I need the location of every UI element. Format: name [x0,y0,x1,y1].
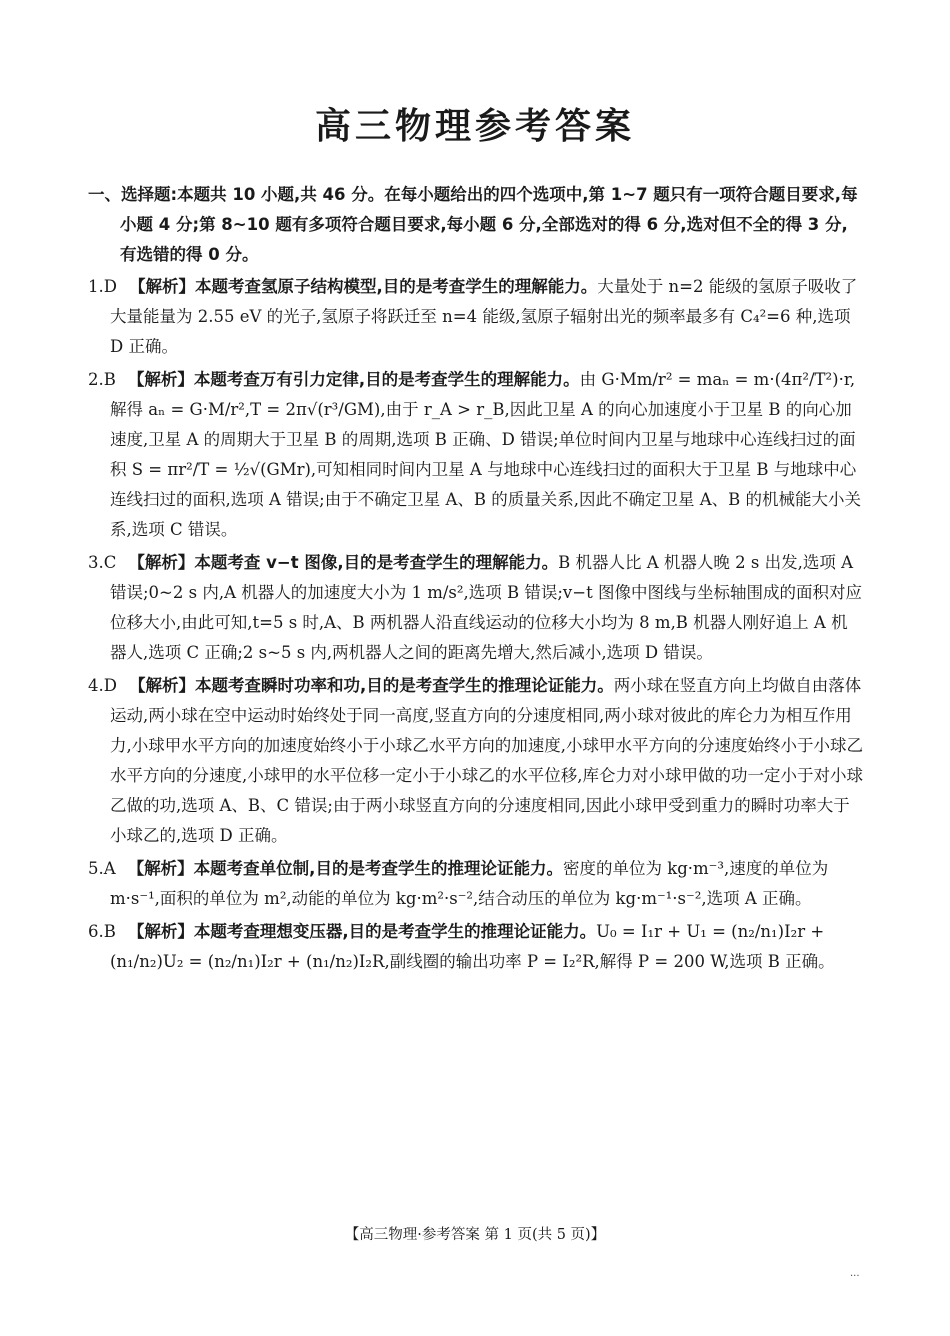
section-number: 一、 [88,185,121,204]
question-6 [88,917,864,977]
question-body: 大量处于 n=2 能级的氢原子吸收了大量能量为 2.55 eV 的光子,氢原子将跃迁至 n=4 能级,氢原子辐射出光的频率最多有 C₄²=6 种,选项 D 正确。 [110,277,858,356]
analysis-tag: 【解析】 [128,553,195,572]
page-title: 高三物理参考答案 [314,106,635,147]
question-lead: 本题考查理想变压器,目的是考查学生的推理论证能力。 [193,922,597,941]
answer-content [88,180,864,980]
analysis-tag: 【解析】 [128,277,195,296]
analysis-tag: 【解析】 [128,676,195,695]
question-body: U₀ = I₁r + U₁ = (n₂/n₁)I₂r + (n₁/n₂)U₂ = (n₂/n₁)I₂r + (n₁/n₂)I₂R,副线圈的输出功率 P = I₂²R,解得 P = 200 W,选项 B 正确。 [110,922,835,971]
question-lead: 本题考查瞬时功率和功,目的是考查学生的推理论证能力。 [194,676,614,695]
question-body: B 机器人比 A 机器人晚 2 s 出发,选项 A 错误;0~2 s 内,A 机器人的加速度大小为 1 m/s²,选项 B 错误;v−t 图像中图线与坐标轴围成的面积对应位移大小,由此可知,t=5 s 时,A、B 两机器人沿直线运动的位移大小均为 8 m,B 机器人刚好追上 A 机器人,选项 C 正确;2 s~5 s 内,两机器人之间的距离先增大,然后减小,选项 D 错误。 [110,553,862,662]
question-4 [88,671,864,851]
question-label: 2.B [88,370,116,389]
question-label: 1.D [88,277,117,296]
question-lead: 本题考查氢原子结构模型,目的是考查学生的理解能力。 [194,277,598,296]
question-lead: 本题考查 v−t 图像,目的是考查学生的理解能力。 [194,553,559,572]
analysis-tag: 【解析】 [127,859,194,878]
question-body: 由 G·Mm/r² = maₙ = m·(4π²/T²)·r,解得 aₙ = G·M/r²,T = 2π√(r³/GM),由于 r_A > r_B,因此卫星 A 的向心加速度小于卫星 B 的向心加速度,卫星 A 的周期大于卫星 B 的周期,选项 B 正确、D 错误;单位时间内卫星与地球中心连线扫过的面积 S = πr²/T = ½√(GMr),可知相同时间内卫星 A 与地球中心连线扫过的面积大于卫星 B 与地球中心连线扫过的面积,选项 A 错误;由于不确定卫星 A、B 的质量关系,因此不确定卫星 A、B 的机械能大小关系,选项 C 错误。 [110,370,862,539]
question-label: 4.D [88,676,117,695]
question-label: 5.A [88,859,116,878]
question-body: 密度的单位为 kg·m⁻³,速度的单位为 m·s⁻¹,面积的单位为 m²,动能的单位为 kg·m²·s⁻²,结合动压的单位为 kg·m⁻¹·s⁻²,选项 A 正确。 [110,859,829,908]
question-lead: 本题考查万有引力定律,目的是考查学生的理解能力。 [193,370,580,389]
question-lead: 本题考查单位制,目的是考查学生的推理论证能力。 [193,859,563,878]
page-footer: 【高三物理·参考答案 第 1 页(共 5 页)】 [344,1227,606,1243]
question-3 [88,548,864,668]
question-5 [88,854,864,914]
section-heading [88,180,864,270]
question-1 [88,272,864,362]
section-instructions: 选择题:本题共 10 小题,共 46 分。在每小题给出的四个选项中,第 1~7 题只有一项符合题目要求,每小题 4 分;第 8~10 题有多项符合题目要求,每小题 6 分,全部选对的得 6 分,选对但不全的得 3 分,有选错的得 0 分。 [120,185,858,264]
question-label: 3.C [88,553,117,572]
question-2 [88,365,864,545]
question-label: 6.B [88,922,116,941]
analysis-tag: 【解析】 [127,922,194,941]
analysis-tag: 【解析】 [127,370,194,389]
corner-mark: ... [850,1268,860,1279]
question-body: 两小球在竖直方向上均做自由落体运动,两小球在空中运动时始终处于同一高度,竖直方向的分速度相同,两小球对彼此的库仑力为相互作用力,小球甲水平方向的加速度始终小于小球乙水平方向的加速度,小球甲水平方向的分速度始终小于小球乙水平方向的分速度,小球甲的水平位移一定小于小球乙的水平位移,库仑力对小球甲做的功一定小于对小球乙做的功,选项 A、B、C 错误;由于两小球竖直方向的分速度相同,因此小球甲受到重力的瞬时功率大于小球乙的,选项 D 正确。 [110,676,863,845]
